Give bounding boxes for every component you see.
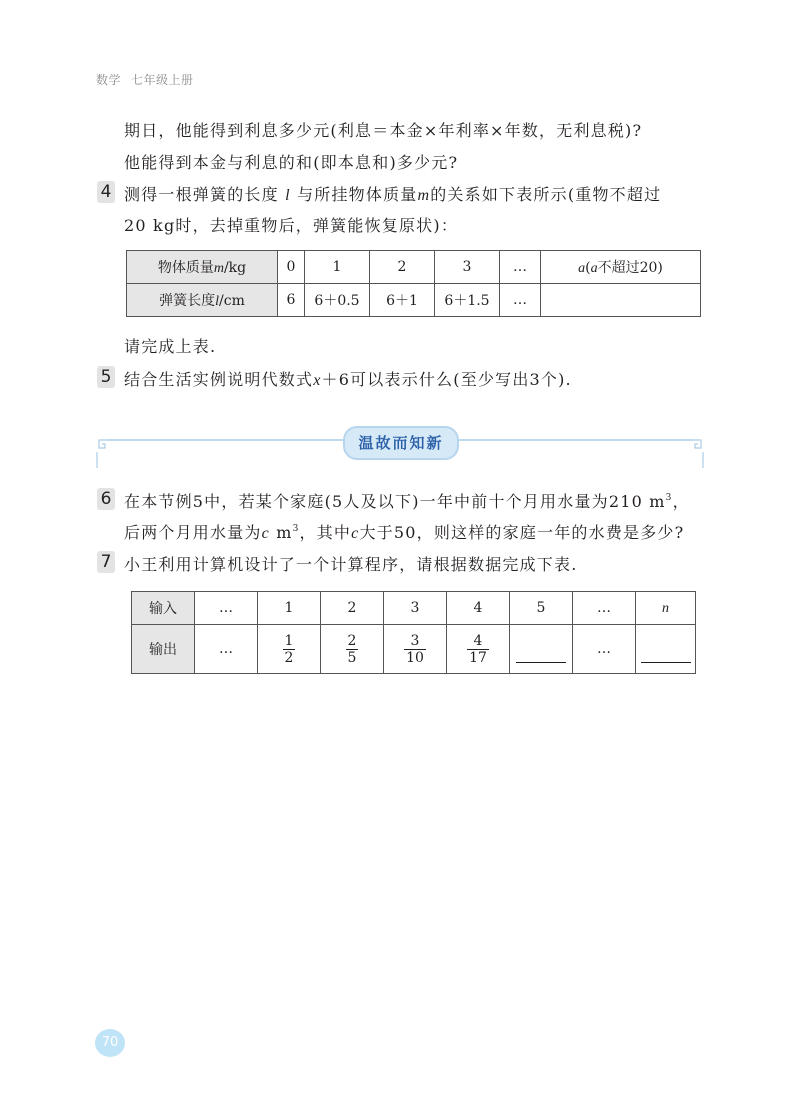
variable-m: m	[213, 261, 224, 276]
question-number-6: 6	[97, 488, 115, 510]
question-number-4: 4	[97, 181, 115, 203]
numerator: 2	[347, 632, 357, 649]
text: 在本节例5中，若某个家庭(5人及以下)一年中前十个月用水量为210 m	[124, 492, 666, 511]
table-cell	[384, 625, 447, 674]
table-cell: …	[195, 592, 258, 625]
variable-n: n	[662, 600, 669, 616]
text: 大于50，则这样的家庭一年的水费是多少?	[359, 523, 685, 542]
table-cell: …	[500, 251, 541, 284]
table-cell: 0	[278, 251, 305, 284]
superscript: 3	[665, 493, 673, 503]
fraction	[346, 633, 359, 666]
question-number-7: 7	[97, 551, 115, 573]
text: 测得一根弹簧的长度	[124, 185, 279, 204]
text: m	[269, 523, 293, 542]
unit: /cm	[219, 293, 245, 309]
numerator: 3	[404, 633, 426, 650]
answer-blank[interactable]	[510, 625, 573, 674]
table-cell: …	[195, 625, 258, 674]
page-number-badge: 70	[95, 1029, 125, 1057]
table-row	[127, 251, 701, 284]
question-4-line-1	[124, 182, 661, 205]
variable-c: c	[261, 525, 270, 542]
denominator: 2	[284, 649, 294, 666]
variable-x: x	[313, 372, 322, 389]
table-cell	[321, 625, 384, 674]
question-6-line-2	[124, 520, 684, 543]
section-banner: 温故而知新	[343, 426, 459, 460]
table-cell: 1	[258, 592, 321, 625]
text: ，	[672, 492, 690, 511]
fraction	[467, 633, 489, 666]
text: 与所挂物体质量	[297, 185, 418, 204]
question-4-line-2: 20 kg时，去掉重物后，弹簧能恢复原状)：	[124, 216, 459, 235]
table-cell	[447, 625, 510, 674]
row-header-mass	[127, 251, 278, 284]
text-line: 他能得到本金与利息的和(即本息和)多少元?	[124, 153, 459, 172]
question-4-instruction: 请完成上表.	[124, 337, 217, 356]
table-cell: 6＋1.5	[435, 284, 500, 317]
text: 后两个月用水量为	[124, 523, 262, 542]
table-cell: 2	[321, 592, 384, 625]
spring-table	[126, 250, 701, 317]
unit: /kg	[223, 260, 247, 276]
superscript: 3	[292, 524, 300, 534]
numerator: 4	[467, 633, 489, 650]
table-cell: 6＋0.5	[305, 284, 370, 317]
table-cell: 3	[384, 592, 447, 625]
table-row	[132, 625, 696, 674]
text: 弹簧长度	[159, 293, 216, 309]
text: 物体质量	[157, 260, 214, 276]
text: (	[585, 260, 591, 276]
table-row	[127, 284, 701, 317]
variable-l: l	[215, 294, 220, 309]
table-cell	[541, 251, 701, 284]
question-7-text: 小王利用计算机设计了一个计算程序，请根据数据完成下表.	[124, 555, 578, 574]
denominator: 17	[469, 649, 487, 666]
table-cell	[636, 592, 696, 625]
table-cell: 3	[435, 251, 500, 284]
numerator: 1	[284, 632, 294, 649]
fraction	[283, 633, 296, 666]
question-5-text	[124, 367, 572, 390]
denominator: 10	[406, 649, 424, 666]
variable-l: l	[285, 187, 291, 204]
table-cell: 5	[510, 592, 573, 625]
row-header-input: 输入	[132, 592, 195, 625]
table-cell: …	[500, 284, 541, 317]
text: ，其中	[299, 523, 352, 542]
variable-m: m	[417, 187, 431, 204]
text: 结合生活实例说明代数式	[124, 370, 314, 389]
subject-label: 数学	[96, 73, 122, 87]
table-cell: 4	[447, 592, 510, 625]
table-cell: 6＋1	[370, 284, 435, 317]
question-6-line-1	[124, 489, 690, 512]
text-line: 期日，他能得到利息多少元(利息＝本金×年利率×年数，无利息税)?	[124, 121, 643, 140]
question-number-5: 5	[97, 366, 115, 388]
row-header-output: 输出	[132, 625, 195, 674]
table-cell-blank	[541, 284, 701, 317]
text: ＋6可以表示什么(至少写出3个).	[321, 370, 572, 389]
text: 的关系如下表所示(重物不超过	[430, 185, 662, 204]
grade-label: 七年级上册	[131, 73, 194, 87]
text: 不超过20)	[597, 260, 663, 276]
table-cell: 2	[370, 251, 435, 284]
table-cell: 6	[278, 284, 305, 317]
table-cell: 1	[305, 251, 370, 284]
answer-blank[interactable]	[636, 625, 696, 674]
variable-c: c	[351, 525, 360, 542]
running-header	[96, 71, 194, 88]
variable-a: a	[590, 261, 598, 276]
row-header-length	[127, 284, 278, 317]
denominator: 5	[347, 649, 357, 666]
table-row	[132, 592, 696, 625]
table-cell: …	[573, 625, 636, 674]
variable-a: a	[578, 261, 586, 276]
program-table	[131, 591, 696, 674]
fraction	[404, 633, 426, 666]
table-cell: …	[573, 592, 636, 625]
table-cell	[258, 625, 321, 674]
